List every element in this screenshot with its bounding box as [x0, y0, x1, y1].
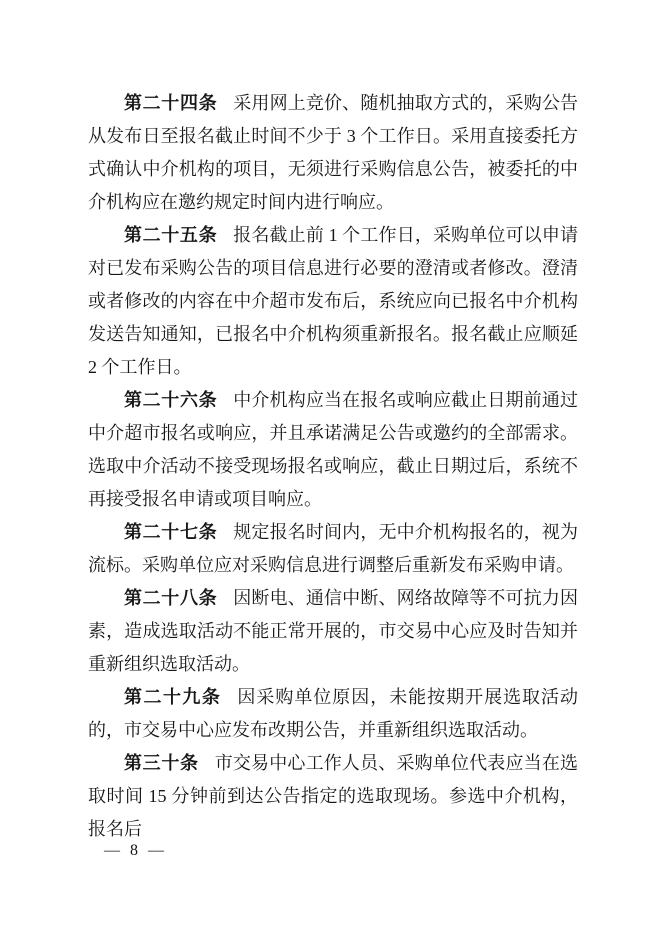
article-paragraph-26: [88, 384, 578, 516]
article-number-29: 第二十九条: [124, 687, 222, 707]
article-number-28: 第二十八条: [124, 588, 218, 608]
article-paragraph-28: [88, 582, 578, 681]
article-number-26: 第二十六条: [124, 390, 218, 410]
article-paragraph-24: [88, 87, 578, 219]
document-body: [88, 87, 578, 846]
article-number-30: 第三十条: [124, 753, 199, 773]
article-text-29: 因采购单位原因，未能按期开展选取活动的，市交易中心应发布改期公告，并重新组织选取活动。: [88, 687, 579, 740]
article-paragraph-25: [88, 219, 578, 384]
article-text-25: 报名截止前 1 个工作日，采购单位可以申请对已发布采购公告的项目信息进行必要的澄清或者修改。澄清或者修改的内容在中介超市发布后，系统应向已报名中介机构发送告知通知，已报名中介机构须重新报名。报名截止应顺延 2 个工作日。: [88, 225, 579, 377]
page-number: — 8 —: [104, 842, 167, 859]
article-text-27: 规定报名时间内，无中介机构报名的，视为流标。采购单位应对采购信息进行调整后重新发布采购申请。: [88, 522, 579, 575]
article-number-24: 第二十四条: [124, 93, 218, 113]
article-paragraph-30: [88, 747, 578, 846]
article-number-27: 第二十七条: [124, 522, 218, 542]
article-number-25: 第二十五条: [124, 225, 218, 245]
article-text-24: 采用网上竞价、随机抽取方式的，采购公告从发布日至报名截止时间不少于 3 个工作日。采用直接委托方式确认中介机构的项目，无须进行采购信息公告，被委托的中介机构应在邀约规定时间内进行响应。: [88, 93, 579, 212]
article-paragraph-27: [88, 516, 578, 582]
article-text-28: 因断电、通信中断、网络故障等不可抗力因素，造成选取活动不能正常开展的，市交易中心应及时告知并重新组织选取活动。: [88, 588, 579, 674]
article-text-26: 中介机构应当在报名或响应截止日期前通过中介超市报名或响应，并且承诺满足公告或邀约的全部需求。选取中介活动不接受现场报名或响应，截止日期过后，系统不再接受报名申请或项目响应。: [88, 390, 579, 509]
article-text-30: 市交易中心工作人员、采购单位代表应当在选取时间 15 分钟前到达公告指定的选取现场。参选中介机构，报名后: [88, 753, 579, 839]
article-paragraph-29: [88, 681, 578, 747]
